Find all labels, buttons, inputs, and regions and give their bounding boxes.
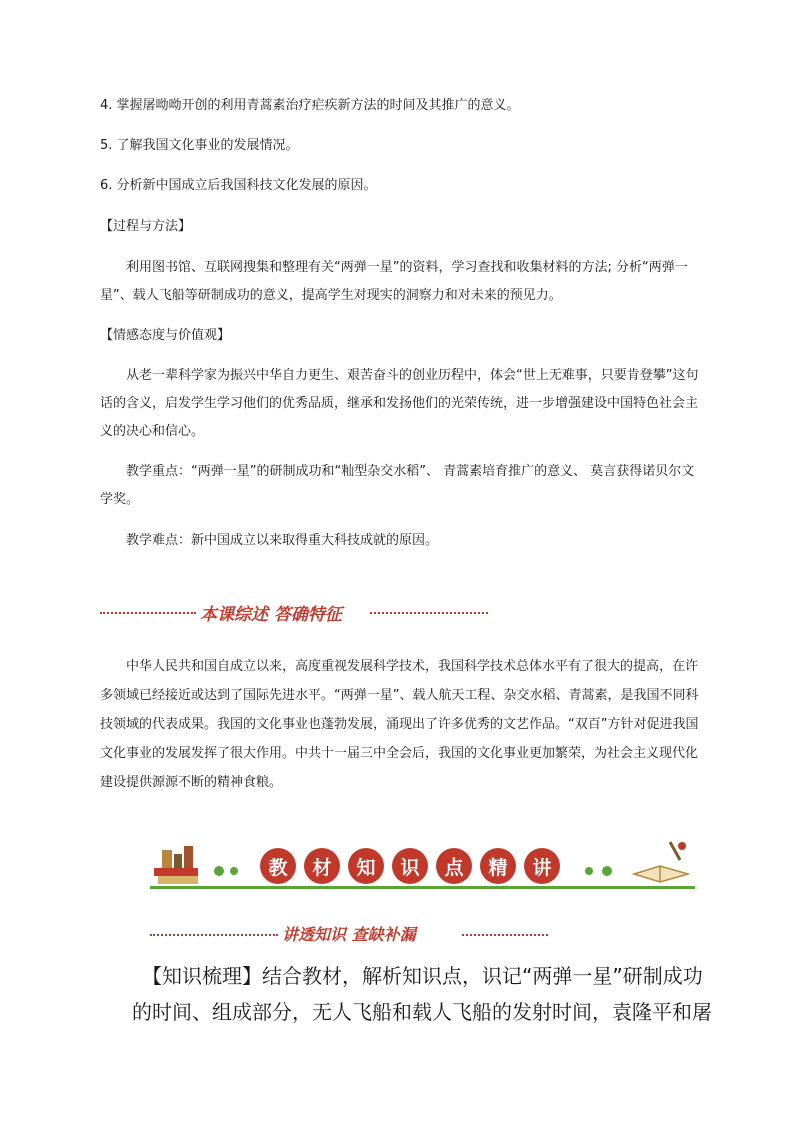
- banner-char: 点: [436, 848, 472, 884]
- process-text: 利用图书馆、互联网搜集和整理有关“两弹一星”的资料，学习查找和收集材料的方法; 分析“两弹一星”、载人飞船等研制成功的意义，提高学生对现实的洞察力和对未来的预见力。: [100, 260, 688, 303]
- dotted-divider: [462, 934, 548, 936]
- emotion-text: 从老一辈科学家为振兴中华自力更生、艰苦奋斗的创业历程中，体会“世上无难事，只要肯登攀”这句话的含义，启发学生学习他们的优秀品质，继承和发扬他们的光荣传统，进一步增强建设中国特色社会主义的决心和信心。: [100, 368, 699, 439]
- teaching-difficulties: 教学难点：新中国成立以来取得重大科技成就的原因。: [126, 533, 439, 548]
- knowledge-text: 【知识梳理】结合教材，解析知识点，识记“两弹一星”研制成功的时间、组成部分，无人飞船和载人飞船的发射时间，袁隆平和屠: [132, 964, 712, 1024]
- banner-dot: [214, 866, 224, 876]
- emotion-heading: 【情感态度与价值观】: [100, 328, 231, 343]
- banner-dot: [230, 867, 238, 875]
- banner-char: 知: [348, 848, 384, 884]
- banner-char: 识: [392, 848, 428, 884]
- dotted-divider: [150, 934, 278, 936]
- banner-char: 教: [260, 848, 296, 884]
- banner-dot: [602, 866, 612, 876]
- knowledge-section-header: [150, 922, 550, 948]
- banner-title: [260, 848, 560, 884]
- banner-char: 精: [480, 848, 516, 884]
- overview-title: 本课综述 答确特征: [200, 605, 342, 625]
- open-book-icon: [630, 838, 692, 888]
- objective-item-5: 5. 了解我国文化事业的发展情况。: [100, 138, 299, 153]
- section-banner: [150, 836, 695, 896]
- banner-char: 材: [304, 848, 340, 884]
- objective-item-4: 4. 掌握屠呦呦开创的利用青蒿素治疗疟疾新方法的时间及其推广的意义。: [100, 98, 520, 113]
- knowledge-title: 讲透知识 查缺补漏: [282, 925, 416, 944]
- key-points: 教学重点：“两弹一星”的研制成功和“籼型杂交水稻”、 青蒿素培育推广的意义、 莫言获得诺贝尔文学奖。: [100, 464, 695, 507]
- banner-underline: [150, 886, 695, 889]
- process-heading: 【过程与方法】: [100, 219, 192, 234]
- dotted-divider: [370, 612, 488, 614]
- overview-text: 中华人民共和国自成立以来，高度重视发展科学技术，我国科学技术总体水平有了很大的提高，在许多领域已经接近或达到了国际先进水平。“两弹一星”、载人航天工程、杂交水稻、青蒿素，是我国不同科技领域的代表成果。我国的文化事业也蓬勃发展，涌现出了许多优秀的文艺作品。“双百”方针对促进我国文化事业的发展发挥了很大作用。中共十一届三中全会后，我国的文化事业更加繁荣，为社会主义现代化建设提供源源不断的精神食粮。: [100, 659, 699, 790]
- overview-section-header: [100, 600, 490, 628]
- banner-dot: [585, 867, 593, 875]
- banner-char: 讲: [524, 848, 560, 884]
- dotted-divider: [100, 612, 196, 614]
- objective-item-6: 6. 分析新中国成立后我国科技文化发展的原因。: [100, 178, 377, 193]
- books-icon: [150, 842, 210, 888]
